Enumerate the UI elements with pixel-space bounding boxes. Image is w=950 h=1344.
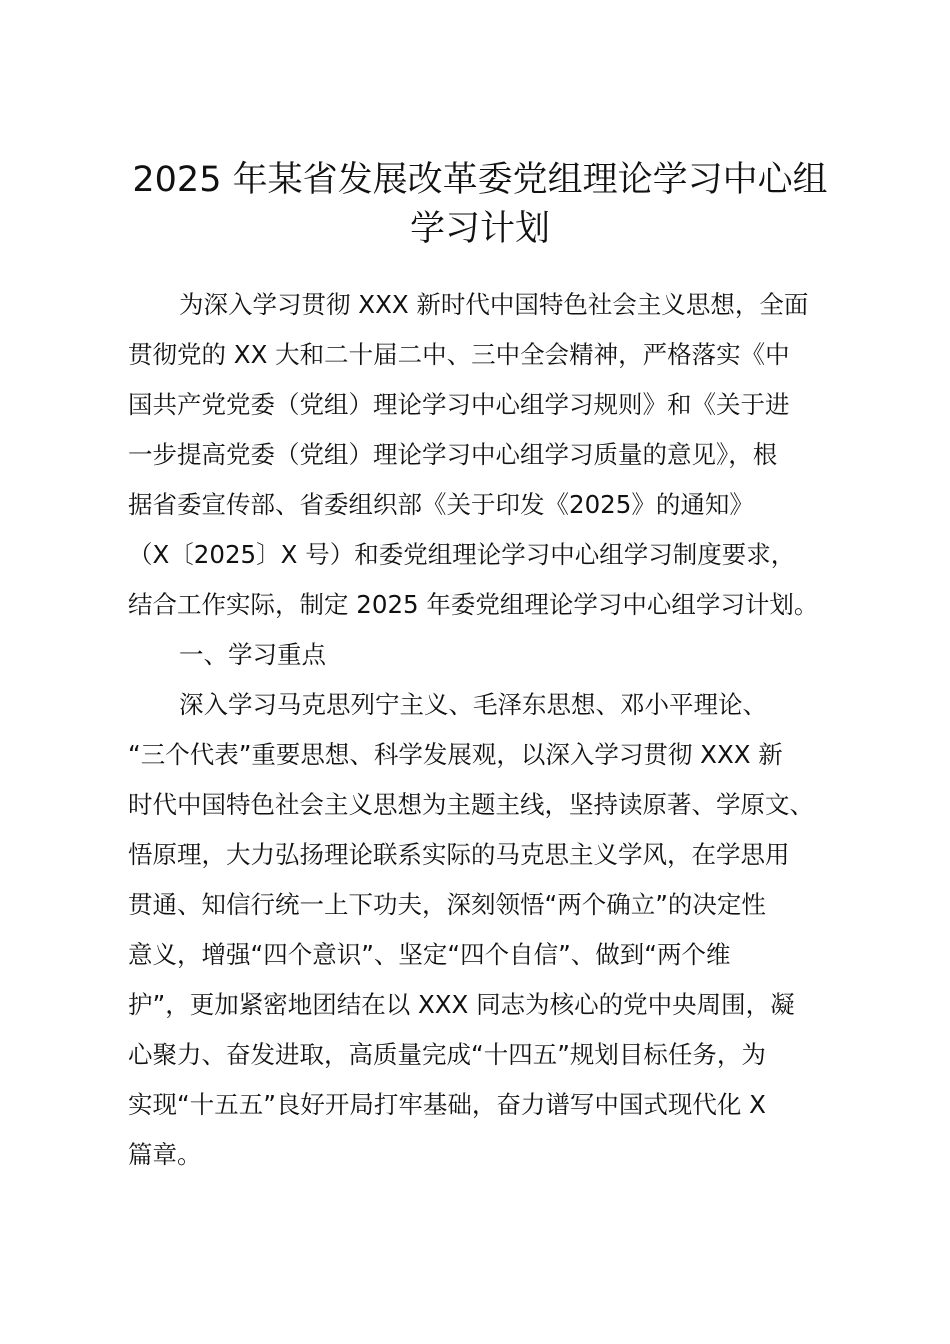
paragraph-2-line-4: 悟原理，大力弘扬理论联系实际的马克思主义学风，在学思用 [128, 840, 790, 869]
paragraph-2-line-10: 篇章。 [128, 1140, 202, 1169]
paragraph-1-line-6: （X〔2025〕X 号）和委党组理论学习中心组学习制度要求， [128, 540, 796, 569]
paragraph-1-line-7: 结合工作实际，制定 2025 年委党组理论学习中心组学习计划。 [128, 590, 819, 619]
document-body [128, 280, 848, 1180]
paragraph-1-line-1: 为深入学习贯彻 XXX 新时代中国特色社会主义思想，全面 [179, 290, 809, 319]
section-heading-study-focus: 一、学习重点 [179, 640, 326, 669]
paragraph-2-line-1: 深入学习马克思列宁主义、毛泽东思想、邓小平理论、 [179, 690, 767, 719]
paragraph-2-line-9: 实现“十五五”良好开局打牢基础，奋力谱写中国式现代化 X [128, 1090, 766, 1119]
paragraph-2-line-7: 护”，更加紧密地团结在以 XXX 同志为核心的党中央周围，凝 [128, 990, 795, 1019]
paragraph-1-line-5: 据省委宣传部、省委组织部《关于印发《2025》的通知》 [128, 490, 754, 519]
paragraph-1-line-2: 贯彻党的 XX 大和二十届二中、三中全会精神，严格落实《中 [128, 340, 790, 369]
paragraph-2-line-2: “三个代表”重要思想、科学发展观，以深入学习贯彻 XXX 新 [128, 740, 783, 769]
document-title-line-1: 2025 年某省发展改革委党组理论学习中心组 [132, 160, 828, 200]
document-title-line-2: 学习计划 [409, 209, 550, 249]
paragraph-1-line-3: 国共产党党委（党组）理论学习中心组学习规则》和《关于进 [128, 390, 790, 419]
paragraph-2-line-8: 心聚力、奋发进取，高质量完成“十四五”规划目标任务，为 [128, 1040, 766, 1069]
paragraph-2-line-6: 意义，增强“四个意识”、坚定“四个自信”、做到“两个维 [128, 940, 731, 969]
paragraph-2-line-3: 时代中国特色社会主义思想为主题主线，坚持读原著、学原文、 [128, 790, 814, 819]
paragraph-2-line-5: 贯通、知信行统一上下功夫，深刻领悟“两个确立”的决定性 [128, 890, 766, 919]
paragraph-1-line-4: 一步提高党委（党组）理论学习中心组学习质量的意见》，根 [128, 440, 778, 469]
